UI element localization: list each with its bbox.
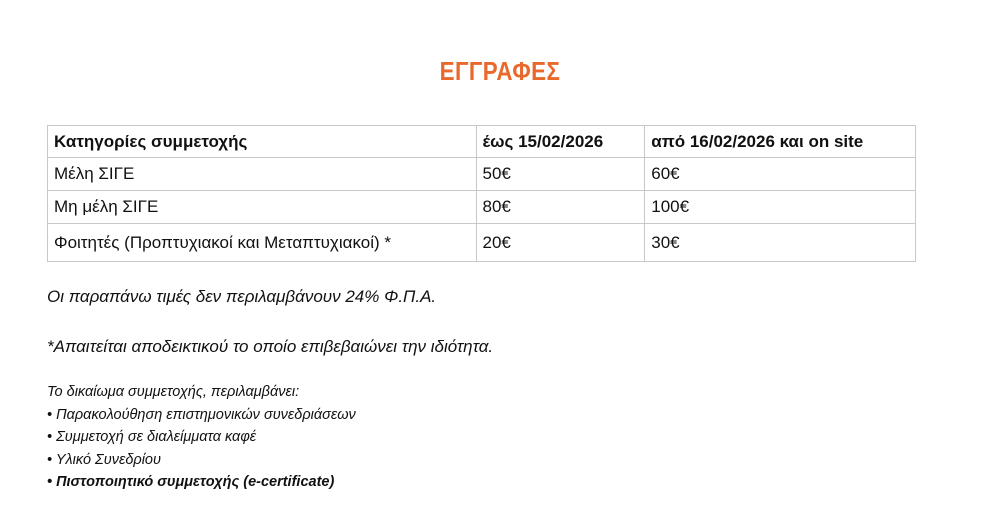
table-cell-category: Φοιτητές (Προπτυχιακοί και Μεταπτυχιακοί) * — [48, 224, 477, 262]
header-early-price: έως 15/02/2026 — [476, 126, 645, 158]
table-cell-late-price: 30€ — [645, 224, 916, 262]
header-category: Κατηγορίες συμμετοχής — [48, 126, 477, 158]
table-row — [48, 191, 916, 224]
header-late-price: από 16/02/2026 και on site — [645, 126, 916, 158]
table-cell-late-price: 100€ — [645, 191, 916, 224]
list-item: • Συμμετοχή σε διαλείμματα καφέ — [47, 429, 257, 445]
includes-section — [47, 381, 356, 494]
table-cell-late-price: 60€ — [645, 158, 916, 191]
table-row — [48, 224, 916, 262]
table-cell-early-price: 50€ — [476, 158, 645, 191]
list-item: • Υλικό Συνεδρίου — [47, 451, 161, 468]
table-cell-early-price: 80€ — [476, 191, 645, 224]
table-row — [48, 158, 916, 191]
includes-heading: Το δικαίωμα συμμετοχής, περιλαμβάνει: — [47, 384, 300, 400]
proof-note: *Απαιτείται αποδεικτικού το οποίο επιβεβαιώνει την ιδιότητα. — [47, 337, 494, 356]
list-item: • Πιστοποιητικό συμμετοχής (e-certificate) — [47, 474, 335, 490]
page-title: ΕΓΓΡΑΦΕΣ — [439, 56, 561, 86]
vat-note: Οι παραπάνω τιμές δεν περιλαμβάνουν 24% Φ.Π.Α. — [47, 287, 437, 306]
list-item: • Παρακολούθηση επιστημονικών συνεδριάσεων — [47, 406, 356, 423]
table-cell-early-price: 20€ — [476, 224, 645, 262]
table-header-row — [48, 126, 916, 158]
registration-fees-table — [47, 125, 916, 262]
table-cell-category: Μέλη ΣΙΓΕ — [48, 158, 477, 191]
table-cell-category: Μη μέλη ΣΙΓΕ — [48, 191, 477, 224]
